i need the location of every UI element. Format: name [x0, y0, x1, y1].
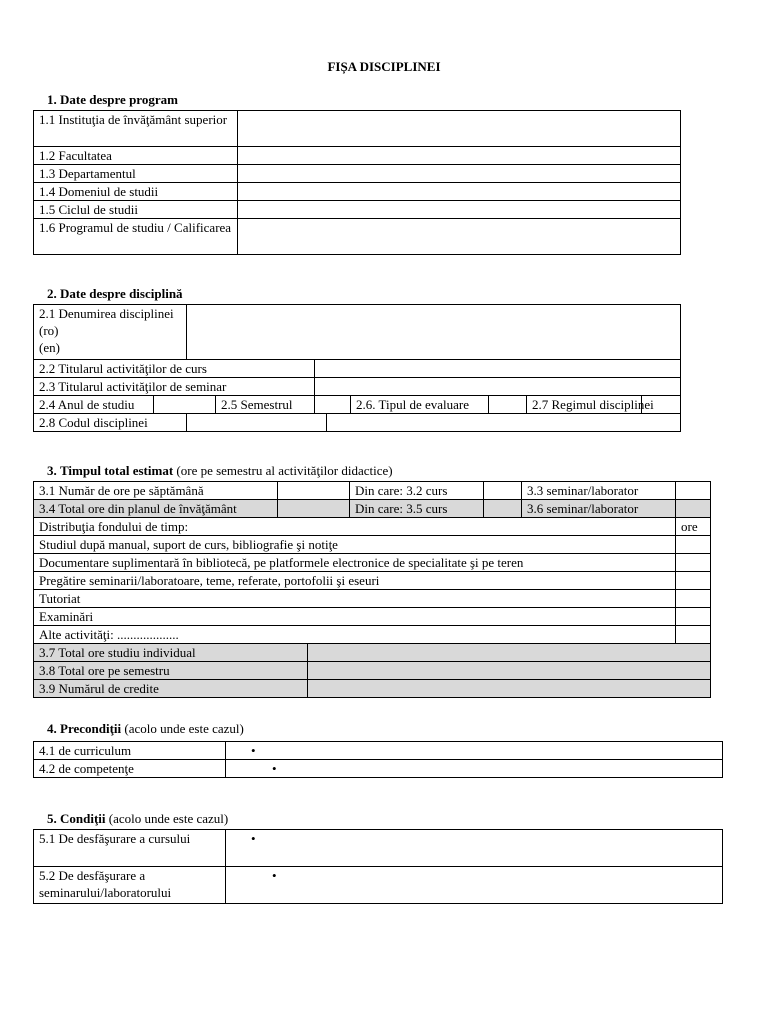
- program-value-department[interactable]: [238, 165, 681, 183]
- time-distribution-label: Distribuţia fondului de timp:: [34, 518, 676, 536]
- activity-label: Tutoriat: [34, 590, 676, 608]
- discipline-name-ro-label: (ro): [39, 323, 59, 338]
- program-label-faculty: 1.2 Facultatea: [34, 147, 238, 165]
- program-table: [33, 110, 681, 255]
- discipline-regime-label: 2.7 Regimul disciplinei: [527, 396, 642, 414]
- discipline-name-value[interactable]: [187, 305, 681, 360]
- section-3-title: Timpul total estimat: [60, 463, 174, 478]
- discipline-code-label: 2.8 Codul disciplinei: [34, 414, 187, 432]
- study-year-value[interactable]: [154, 396, 216, 414]
- hours-column-header: ore: [676, 518, 711, 536]
- total-semester-hours-label: 3.8 Total ore pe semestru: [34, 662, 308, 680]
- seminar-holder-value[interactable]: [315, 378, 681, 396]
- section-4-title: Precondiţii: [60, 721, 122, 736]
- section-1-number: 1.: [47, 92, 57, 107]
- section-2-heading: [47, 286, 183, 301]
- course-hours-total-label: Din care: 3.5 curs: [350, 500, 484, 518]
- section-5-number: 5.: [47, 811, 57, 826]
- curriculum-precondition-value[interactable]: [226, 742, 723, 760]
- seminar-conditions-label: 5.2 De desfăşurare a seminarului/laboratorului: [34, 867, 226, 904]
- course-hours-week-value[interactable]: [484, 482, 522, 500]
- evaluation-type-label: 2.6. Tipul de evaluare: [351, 396, 489, 414]
- total-semester-hours-value[interactable]: [308, 662, 711, 680]
- section-4-heading: [47, 721, 244, 736]
- conditions-table: [33, 829, 723, 904]
- program-value-faculty[interactable]: [238, 147, 681, 165]
- semester-label: 2.5 Semestrul: [216, 396, 315, 414]
- total-plan-hours-value[interactable]: [278, 500, 350, 518]
- program-label-cycle: 1.5 Ciclul de studii: [34, 201, 238, 219]
- section-1-heading: [47, 92, 178, 107]
- study-year-label: 2.4 Anul de studiu: [34, 396, 154, 414]
- evaluation-type-value[interactable]: [489, 396, 527, 414]
- seminar-hours-week-value[interactable]: [676, 482, 711, 500]
- discipline-code-empty: [327, 414, 681, 432]
- program-value-institution[interactable]: [238, 111, 681, 147]
- section-1-title: Date despre program: [60, 92, 178, 107]
- program-label-domain: 1.4 Domeniul de studii: [34, 183, 238, 201]
- course-holder-label: 2.2 Titularul activităţilor de curs: [34, 360, 315, 378]
- discipline-table: [33, 304, 681, 432]
- section-4-note: (acolo unde este cazul): [124, 721, 244, 736]
- activity-label: Alte activităţi: ...................: [34, 626, 676, 644]
- curriculum-precondition-label: 4.1 de curriculum: [34, 742, 226, 760]
- discipline-name-label-text: 2.1 Denumirea disciplinei: [39, 306, 174, 321]
- preconditions-table: [33, 741, 723, 778]
- hours-per-week-label: 3.1 Număr de ore pe săptămână: [34, 482, 278, 500]
- bullet-icon: •: [251, 831, 256, 846]
- course-conditions-label: 5.1 De desfăşurare a cursului: [34, 830, 226, 867]
- credits-value[interactable]: [308, 680, 711, 698]
- section-3-heading: [47, 463, 393, 478]
- section-2-number: 2.: [47, 286, 57, 301]
- section-2-title: Date despre disciplină: [60, 286, 183, 301]
- bullet-icon: •: [272, 761, 277, 776]
- document-title: FIȘA DISCIPLINEI: [327, 59, 441, 74]
- activity-hours-value[interactable]: [676, 590, 711, 608]
- discipline-name-en-label: (en): [39, 340, 60, 355]
- program-value-study-program[interactable]: [238, 219, 681, 255]
- activity-label: Examinări: [34, 608, 676, 626]
- bullet-icon: •: [272, 868, 277, 883]
- activity-hours-value[interactable]: [676, 626, 711, 644]
- course-holder-value[interactable]: [315, 360, 681, 378]
- seminar-holder-label: 2.3 Titularul activităţilor de seminar: [34, 378, 315, 396]
- course-hours-total-value[interactable]: [484, 500, 522, 518]
- activity-hours-value[interactable]: [676, 554, 711, 572]
- time-table: [33, 481, 711, 698]
- competence-precondition-value[interactable]: [226, 760, 723, 778]
- section-5-note: (acolo unde este cazul): [108, 811, 229, 826]
- section-3-number: 3.: [47, 463, 57, 478]
- activity-hours-value[interactable]: [676, 572, 711, 590]
- program-label-institution: 1.1 Instituţia de învăţământ superior: [34, 111, 238, 147]
- credits-label: 3.9 Numărul de credite: [34, 680, 308, 698]
- program-label-study-program: 1.6 Programul de studiu / Calificarea: [34, 219, 238, 255]
- activity-label: Studiul după manual, suport de curs, bibliografie şi notiţe: [34, 536, 676, 554]
- course-hours-week-label: Din care: 3.2 curs: [350, 482, 484, 500]
- discipline-code-value[interactable]: [187, 414, 327, 432]
- discipline-name-label: [34, 305, 187, 360]
- seminar-conditions-value[interactable]: [226, 867, 723, 904]
- section-5-title: Condiţii: [60, 811, 106, 826]
- seminar-hours-total-label: 3.6 seminar/laborator: [522, 500, 676, 518]
- activity-label: Pregătire seminarii/laboratoare, teme, referate, portofolii şi eseuri: [34, 572, 676, 590]
- competence-precondition-label: 4.2 de competenţe: [34, 760, 226, 778]
- hours-per-week-value[interactable]: [278, 482, 350, 500]
- section-3-note: (ore pe semestru al activităţilor didactice): [176, 463, 393, 478]
- bullet-icon: •: [251, 743, 256, 758]
- seminar-hours-week-label: 3.3 seminar/laborator: [522, 482, 676, 500]
- program-value-domain[interactable]: [238, 183, 681, 201]
- total-individual-hours-value[interactable]: [308, 644, 711, 662]
- total-individual-hours-label: 3.7 Total ore studiu individual: [34, 644, 308, 662]
- activity-hours-value[interactable]: [676, 536, 711, 554]
- section-4-number: 4.: [47, 721, 57, 736]
- seminar-hours-total-value[interactable]: [676, 500, 711, 518]
- program-label-department: 1.3 Departamentul: [34, 165, 238, 183]
- course-conditions-value[interactable]: [226, 830, 723, 867]
- program-value-cycle[interactable]: [238, 201, 681, 219]
- section-5-heading: [47, 811, 228, 826]
- total-plan-hours-label: 3.4 Total ore din planul de învăţământ: [34, 500, 278, 518]
- semester-value[interactable]: [315, 396, 351, 414]
- activity-hours-value[interactable]: [676, 608, 711, 626]
- activity-label: Documentare suplimentară în bibliotecă, pe platformele electronice de specialitate şi pe teren: [34, 554, 676, 572]
